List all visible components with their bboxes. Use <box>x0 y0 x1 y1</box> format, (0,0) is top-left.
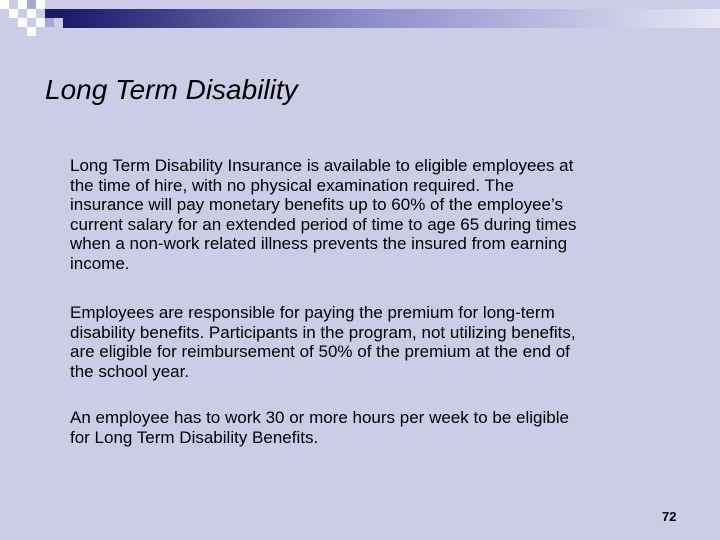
decor-square <box>45 9 54 18</box>
decor-square <box>27 27 36 36</box>
decor-square <box>27 9 36 18</box>
decor-square <box>45 18 54 27</box>
decor-square <box>36 18 45 27</box>
decor-square <box>54 9 63 18</box>
decor-square <box>36 0 45 9</box>
decor-square <box>27 0 36 9</box>
decor-square <box>18 0 27 9</box>
slide-title: Long Term Disability <box>45 74 298 105</box>
paragraph-premium: Employees are responsible for paying the premium for long-term disability benefits. Participants in the program, not utilizing benefits, are eligible for reimbursement of 50% of the premium at the end of the school year. <box>70 303 576 381</box>
paragraph-eligibility: Long Term Disability Insurance is available to eligible employees at the time of hire, with no physical examination required. The insurance will pay monetary benefits up to 60% of the employee’s current salary for an extended period of time to age 65 during times when a non-work related illness prevents the insured from earning income. <box>70 156 577 273</box>
decor-square <box>18 18 27 27</box>
header-gradient-band <box>63 9 720 28</box>
paragraph-hours-requirement: An employee has to work 30 or more hours per week to be eligible for Long Term Disability Benefits. <box>70 408 569 447</box>
page-number: 72 <box>662 509 677 524</box>
decor-square <box>0 0 9 9</box>
decor-square <box>9 9 18 18</box>
